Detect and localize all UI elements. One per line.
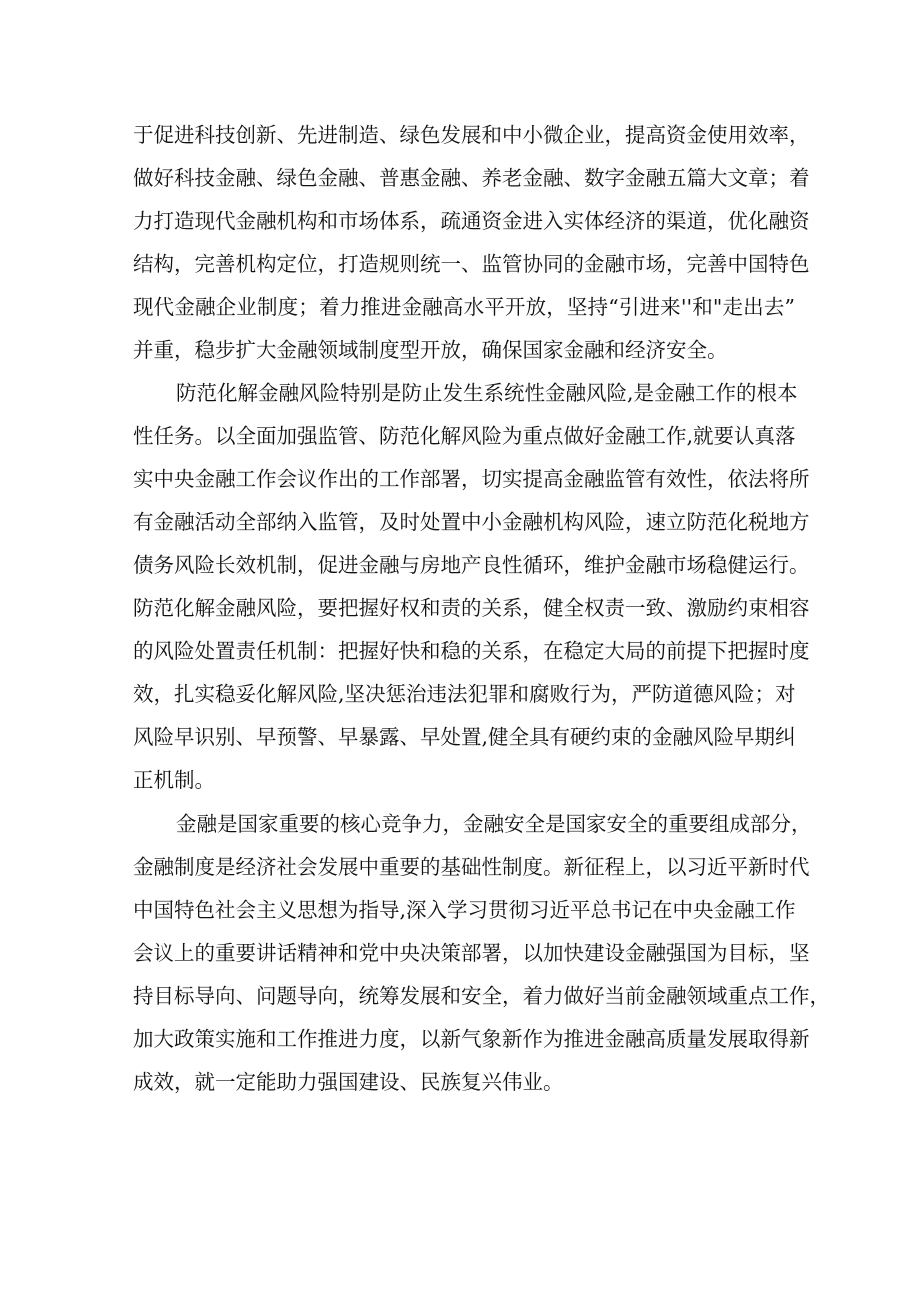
text-line: 中国特色社会主义思想为指导,深入学习贯彻习近平总书记在中央金融工作 (133, 898, 796, 922)
text-line: 做好科技金融、绿色金融、普惠金融、养老金融、数字金融五篇大文章；着 (133, 166, 810, 190)
text-line: 成效，就一定能助力强国建设、民族复兴伟业。 (133, 1070, 564, 1094)
text-line: 效，扎实稳妥化解风险,坚决惩治违法犯罪和腐败行为，严防道德风险；对 (133, 682, 796, 706)
text-line: 正机制。 (133, 768, 215, 792)
text-line: 会议上的重要讲话精神和党中央决策部署，以加快建设金融强国为目标，坚 (133, 941, 810, 965)
text-line: 的风险处置责任机制：把握好快和稳的关系，在稳定大局的前提下把握时度 (133, 639, 810, 663)
text-line: 力打造现代金融机构和市场体系，疏通资金进入实体经济的渠道，优化融资 (133, 209, 810, 233)
text-line: 于促进科技创新、先进制造、绿色发展和中小微企业，提高资金使用效率， (133, 123, 810, 147)
text-line: 有金融活动全部纳入监管，及时处置中小金融机构风险，速立防范化税地方 (133, 510, 810, 534)
text-line: 并重，稳步扩大金融领域制度型开放，确保国家金融和经济安全。 (133, 338, 728, 362)
paragraph-first-line: 防范化解金融风险特别是防止发生系统性金融风险,是金融工作的根本 (176, 381, 798, 405)
text-line: 持目标导向、问题导向，统筹发展和安全，着力做好当前金融领域重点工作， (133, 984, 830, 1008)
text-line: 金融制度是经济社会发展中重要的基础性制度。新征程上，以习近平新时代 (133, 855, 810, 879)
text-line: 性任务。以全面加强监管、防范化解风险为重点做好金融工作,就要认真落 (133, 424, 796, 448)
paragraph-first-line: 金融是国家重要的核心竞争力，金融安全是国家安全的重要组成部分， (176, 812, 812, 836)
text-line: 结构，完善机构定位，打造规则统一、监管协同的金融市场，完善中国特色 (133, 252, 810, 276)
text-line: 实中央金融工作会议作出的工作部署，切实提高金融监管有效性，依法将所 (133, 467, 810, 491)
text-line: 现代金融企业制度；着力推进金融高水平开放，坚持“引进来''和"走出去” (133, 295, 795, 319)
text-line: 防范化解金融风险，要把握好权和责的关系，健全权责一致、激励约束相容 (133, 596, 810, 620)
text-line: 债务风险长效机制，促进金融与房地产良性循环，维护金融市场稳健运行。 (133, 553, 810, 577)
text-line: 风险早识别、早预警、早暴露、早处置,健全具有硬约束的金融风险早期纠 (133, 725, 796, 749)
text-line: 加大政策实施和工作推进力度，以新气象新作为推进金融高质量发展取得新 (133, 1027, 810, 1051)
